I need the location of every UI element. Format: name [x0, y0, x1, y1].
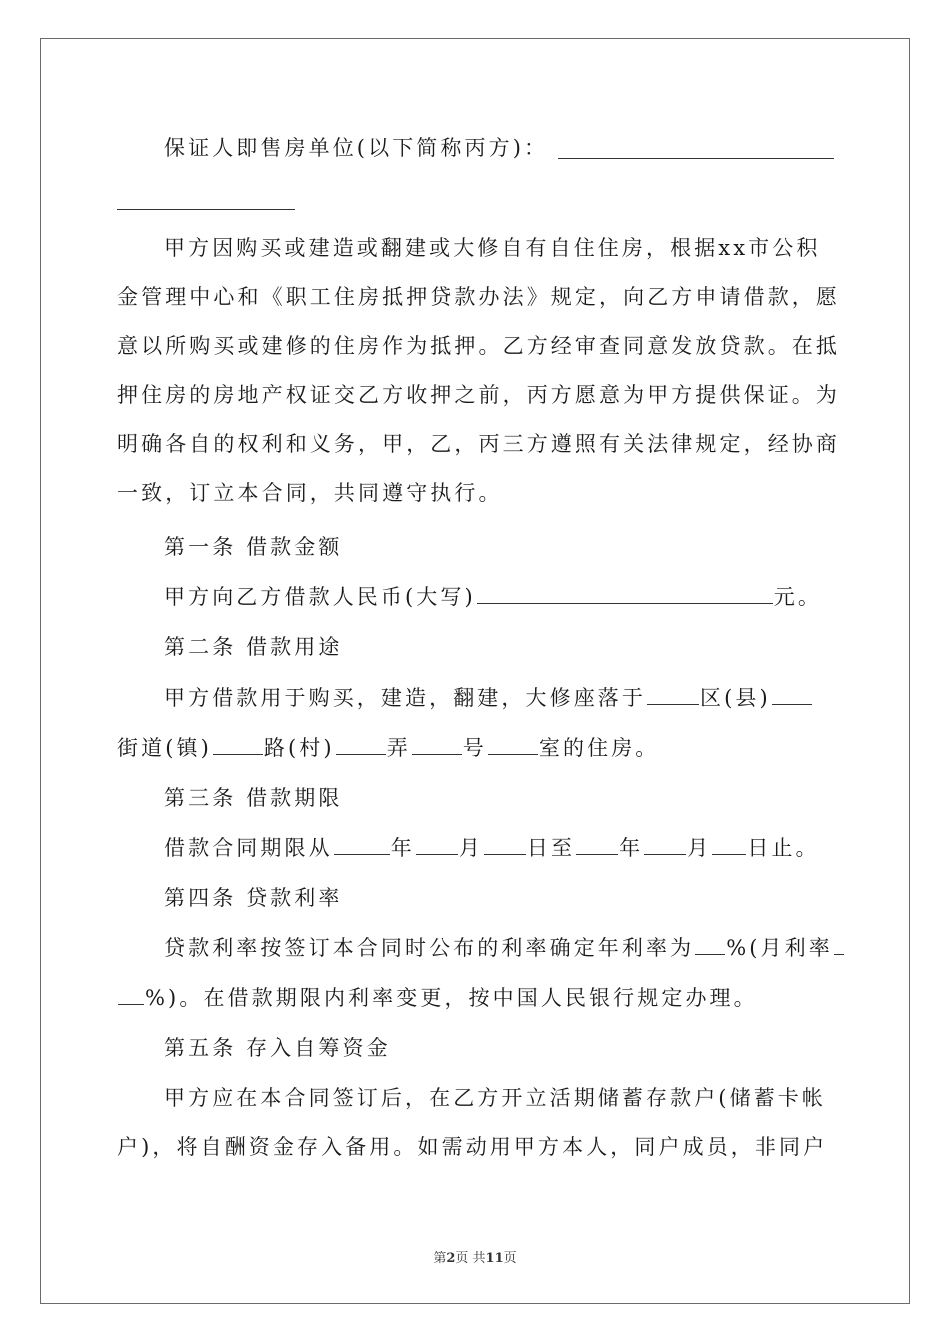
lane-blank[interactable] — [412, 734, 462, 755]
street-blank[interactable] — [772, 684, 812, 705]
total-page-number: 11 — [485, 1251, 504, 1266]
monthly-rate-blank[interactable] — [834, 934, 844, 955]
start-day-blank[interactable] — [484, 834, 526, 855]
monthly-rate-blank-cont[interactable] — [118, 984, 144, 1005]
paragraph-line: 金管理中心和《职工住房抵押贷款办法》规定，向乙方申请借款，愿 — [117, 285, 840, 309]
guarantor-blank-cont[interactable] — [117, 209, 295, 210]
paragraph-line: 甲方应在本合同签订后，在乙方开立活期储蓄存款户(储蓄卡帐 — [164, 1086, 826, 1110]
article-heading: 第二条 借款用途 — [164, 635, 343, 659]
article-heading: 第五条 存入自筹资金 — [164, 1036, 391, 1060]
guarantor-line: 保证人即售房单位(以下简称丙方)： — [164, 136, 549, 160]
number-blank[interactable] — [488, 734, 538, 755]
article-heading: 第一条 借款金额 — [164, 535, 343, 559]
start-month-blank[interactable] — [416, 834, 458, 855]
loan-amount-line: 甲方向乙方借款人民币(大写) 元。 — [164, 585, 822, 609]
paragraph-line: 明确各自的权利和义务，甲，乙，丙三方遵照有关法律规定，经协商 — [117, 432, 840, 456]
paragraph-line: 意以所购买或建修的住房作为抵押。乙方经审查同意发放贷款。在抵 — [117, 334, 840, 358]
start-year-blank[interactable] — [334, 834, 390, 855]
page-border — [40, 38, 910, 1304]
article-heading: 第三条 借款期限 — [164, 786, 343, 810]
district-blank[interactable] — [647, 684, 699, 705]
interest-rate-line-cont: %)。在借款期限内利率变更，按中国人民银行规定办理。 — [117, 983, 833, 1013]
paragraph-line: 押住房的房地产权证交乙方收押之前，丙方愿意为甲方提供保证。为 — [117, 383, 840, 407]
loan-term-line: 借款合同期限从 年 月 日至 年 月 日止。 — [164, 836, 820, 860]
end-month-blank[interactable] — [644, 834, 686, 855]
paragraph-line: 一致，订立本合同，共同遵守执行。 — [117, 481, 503, 505]
street-blank-cont[interactable] — [213, 734, 263, 755]
interest-rate-line: 贷款利率按签订本合同时公布的利率确定年利率为 %(月利率 — [164, 933, 834, 963]
paragraph-line: 户)，将自酬资金存入备用。如需动用甲方本人，同户成员，非同户 — [117, 1135, 828, 1159]
current-page-number: 2 — [446, 1251, 456, 1266]
paragraph-line: 甲方因购买或建造或翻建或大修自有自住住房，根据xx市公积 — [164, 236, 821, 260]
loan-purpose-line: 甲方借款用于购买，建造，翻建，大修座落于 区(县) — [164, 683, 834, 713]
loan-purpose-line-cont: 街道(镇) 路(村) 弄 号 室的住房。 — [117, 736, 660, 760]
loan-amount-blank[interactable] — [477, 583, 773, 604]
guarantor-blank[interactable] — [558, 158, 834, 159]
article-heading: 第四条 贷款利率 — [164, 886, 343, 910]
end-day-blank[interactable] — [712, 834, 746, 855]
annual-rate-blank[interactable] — [695, 934, 725, 955]
end-year-blank[interactable] — [576, 834, 618, 855]
page-footer: 第2页 共11页 — [433, 1251, 517, 1266]
road-blank[interactable] — [336, 734, 386, 755]
